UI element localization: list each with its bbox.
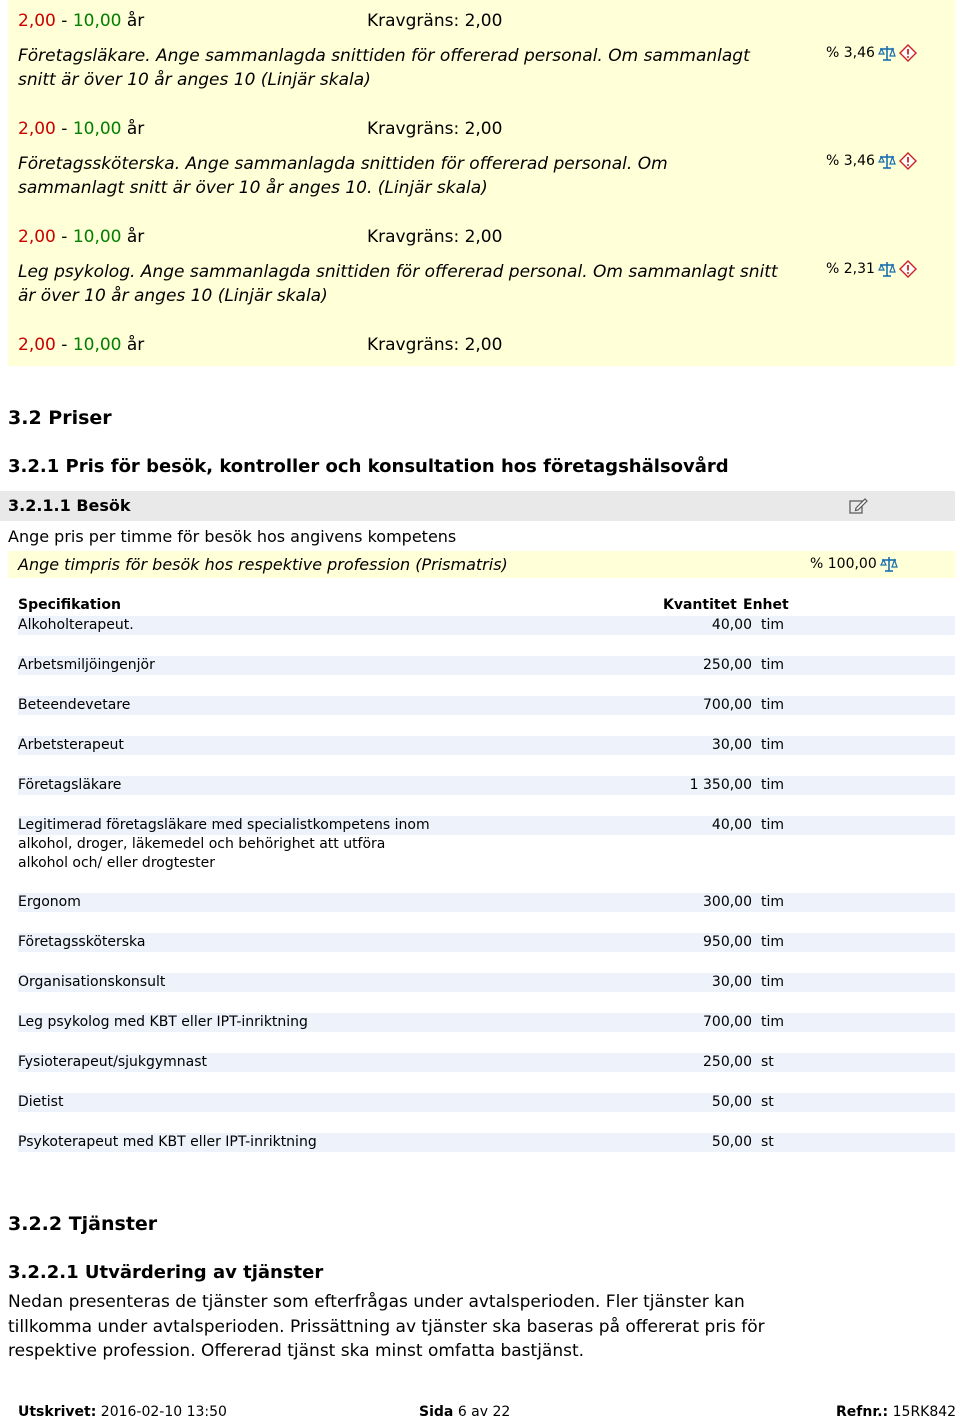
criterion-range: 2,00 - 10,00 år xyxy=(18,227,145,247)
prismatris-question: Ange timpris för besök hos respektive profession (Prismatris) xyxy=(18,555,508,574)
warning-icon xyxy=(899,152,917,170)
criterion-weight: % 3,46 xyxy=(826,44,917,62)
column-header-qty: Kvantitet xyxy=(663,597,737,613)
criterion-range: 2,00 - 10,00 år xyxy=(18,119,145,139)
criterion-range: 2,00 - 10,00 år xyxy=(18,335,145,355)
warning-icon xyxy=(899,260,917,278)
besok-heading-bar xyxy=(0,491,955,521)
footer-refnr: Refnr.: 15RK842 xyxy=(836,1404,957,1420)
scale-icon xyxy=(880,555,898,573)
prismatris-weight: % 100,00 xyxy=(810,555,898,573)
edit-icon[interactable] xyxy=(848,496,868,516)
section-heading-priser: 3.2 Priser xyxy=(8,407,112,429)
section-heading-utvardering: 3.2.2.1 Utvärdering av tjänster xyxy=(8,1262,324,1283)
criterion-range: 2,00 - 10,00 år xyxy=(18,11,145,31)
scale-icon xyxy=(878,260,896,278)
footer-page: Sida 6 av 22 xyxy=(419,1404,511,1420)
column-header-spec: Specifikation xyxy=(18,597,121,613)
section-heading-besok: 3.2.1.1 Besök xyxy=(8,496,131,515)
criterion-question: Företagsläkare. Ange sammanlagda snittiden för offererad personal. Om sammanlagt snitt är över 10 år anges 10 (Linjär skala) xyxy=(18,46,750,90)
warning-icon xyxy=(899,44,917,62)
section-heading-tjanster: 3.2.2 Tjänster xyxy=(8,1213,158,1235)
section-heading-pris-besok: 3.2.1 Pris för besök, kontroller och konsultation hos företagshälsovård xyxy=(8,456,729,477)
criterion-krav: Kravgräns: 2,00 xyxy=(367,119,503,139)
besok-description: Ange pris per timme för besök hos angivens kompetens xyxy=(8,527,457,546)
scale-icon xyxy=(878,152,896,170)
criterion-krav: Kravgräns: 2,00 xyxy=(367,335,503,355)
footer-printed: Utskrivet: 2016-02-10 13:50 xyxy=(18,1404,227,1420)
criterion-question: Leg psykolog. Ange sammanlagda snittiden för offererad personal. Om sammanlagt snitt är över 10 år anges 10 (Linjär skala) xyxy=(18,262,778,306)
criterion-weight: % 3,46 xyxy=(826,152,917,170)
tjanster-paragraph: Nedan presenteras de tjänster som efterfrågas under avtalsperioden. Fler tjänster kan tillkomma under avtalsperioden. Prissättning av tjänster ska baseras på offererat pris för respektive profession. Offererad tjänst ska minst omfatta bastjänst. xyxy=(8,1292,765,1361)
criterion-krav: Kravgräns: 2,00 xyxy=(367,11,503,31)
criterion-krav: Kravgräns: 2,00 xyxy=(367,227,503,247)
criterion-question: Företagssköterska. Ange sammanlagda snittiden för offererad personal. Om sammanlagt snitt är över 10 år anges 10. (Linjär skala) xyxy=(18,154,668,198)
criterion-weight: % 2,31 xyxy=(826,260,917,278)
scale-icon xyxy=(878,44,896,62)
column-header-unit: Enhet xyxy=(743,597,789,613)
